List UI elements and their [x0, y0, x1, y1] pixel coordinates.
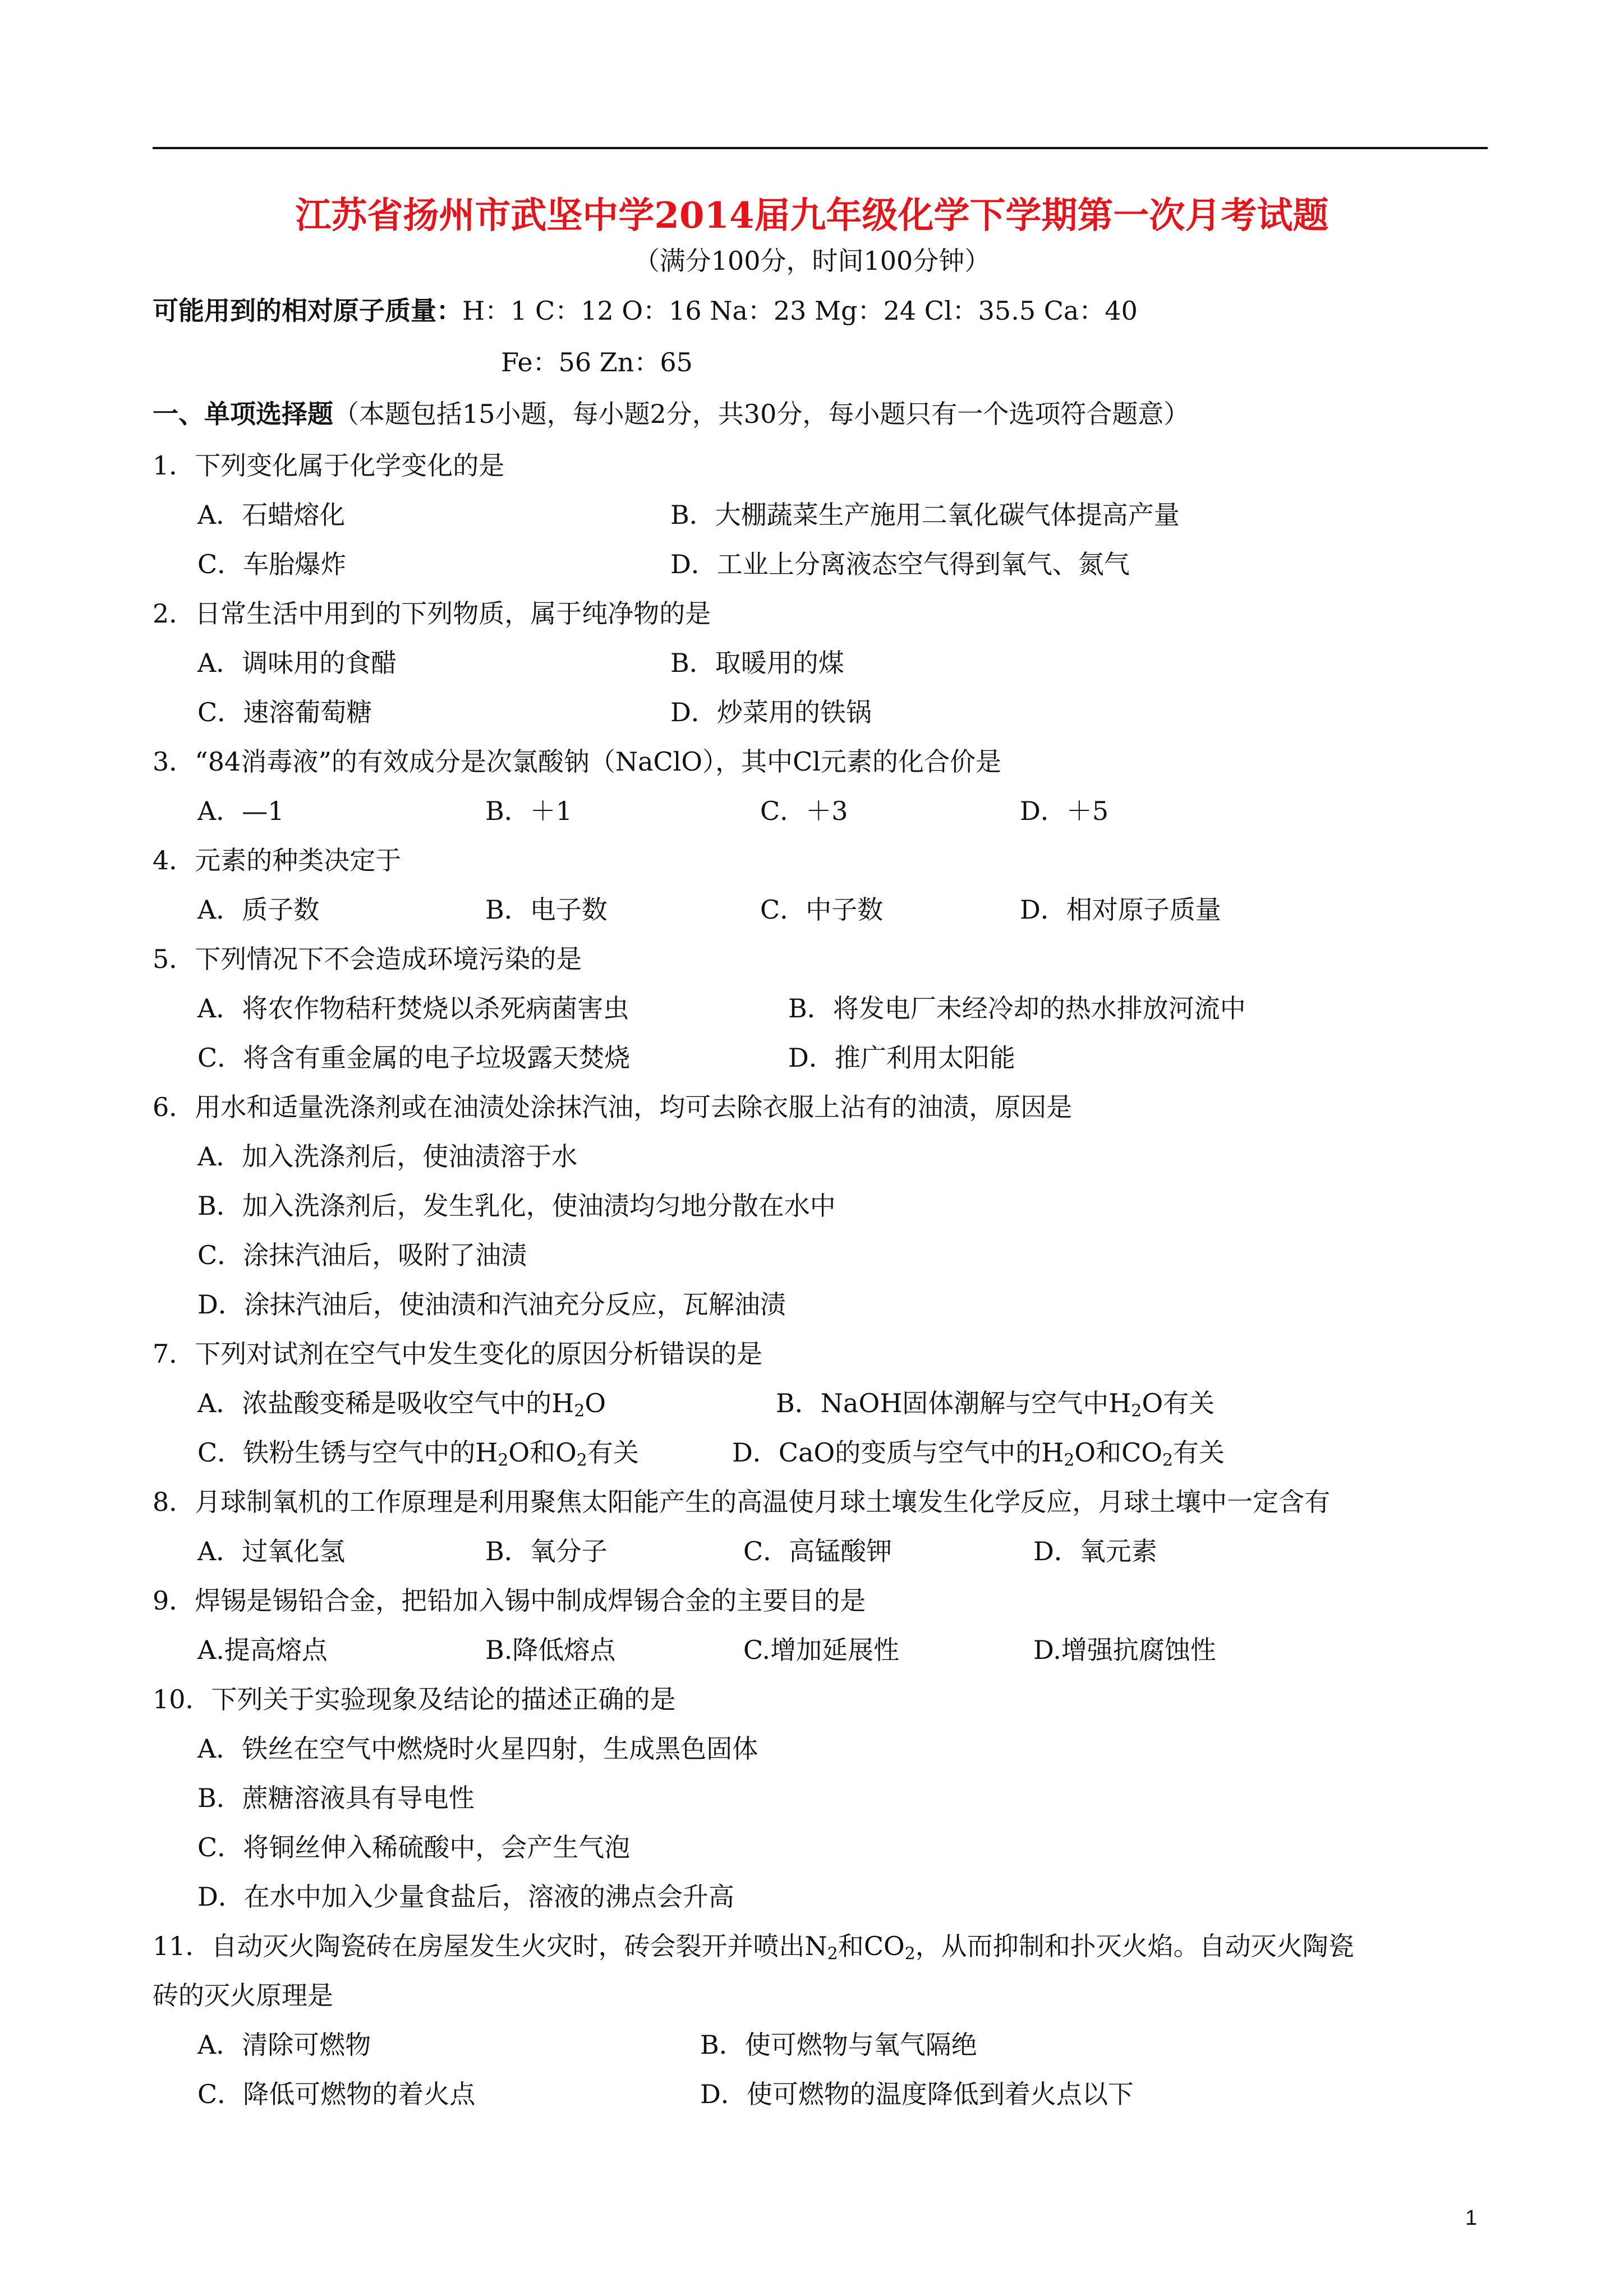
question-6-option-b: B．加入洗涤剂后，发生乳化，使油渍均匀地分散在水中 [197, 1191, 836, 1221]
question-6-stem: 6．用水和适量洗涤剂或在油渍处涂抹汽油，均可去除衣服上沾有的油渍，原因是 [153, 1092, 1073, 1122]
exam-title: 江苏省扬州市武坚中学2014届九年级化学下学期第一次月考试题 [295, 195, 1329, 237]
question-9-option-c: C.增加延展性 [743, 1635, 900, 1665]
question-3-option-d: D．＋5 [1020, 796, 1109, 826]
question-7-stem: 7．下列对试剂在空气中发生变化的原因分析错误的是 [153, 1339, 763, 1369]
atomic-masses-values-2: Fe：56 Zn：65 [501, 347, 693, 377]
question-2-option-d: D．炒菜用的铁锅 [670, 697, 872, 727]
question-11-option-b: B．使可燃物与氧气隔绝 [700, 2030, 977, 2060]
section-heading-row [153, 397, 1189, 431]
question-9-option-d: D.增强抗腐蚀性 [1033, 1635, 1216, 1665]
section-heading: 一、单项选择题 [153, 399, 333, 429]
atomic-masses-row [153, 294, 1138, 328]
question-11-option-a: A．清除可燃物 [197, 2030, 371, 2060]
question-4-stem: 4．元素的种类决定于 [153, 845, 402, 875]
atomic-masses-label: 可能用到的相对原子质量： [153, 296, 462, 326]
question-7-option-a: A．浓盐酸变稀是吸收空气中的$H_2O$ [197, 1388, 606, 1421]
question-3-option-c: C．＋3 [760, 796, 848, 826]
question-7-option-b: B．NaOH固体潮解与空气中$H_2O$有关 [776, 1388, 1215, 1421]
exam-subtitle: （满分100分，时间100分钟） [633, 246, 991, 276]
question-5-option-a: A．将农作物秸秆焚烧以杀死病菌害虫 [197, 993, 629, 1023]
question-8-stem: 8．月球制氧机的工作原理是利用聚焦太阳能产生的高温使月球土壤发生化学反应，月球土壤中一定含有 [153, 1487, 1331, 1517]
question-3-option-b: B．＋1 [485, 796, 573, 826]
question-8-option-c: C．高锰酸钾 [743, 1536, 892, 1566]
question-10-option-c: C．将铜丝伸入稀硫酸中，会产生气泡 [197, 1832, 631, 1862]
question-6-option-a: A．加入洗涤剂后，使油渍溶于水 [197, 1141, 578, 1172]
page-number: 1 [1465, 2206, 1478, 2230]
question-2-stem: 2．日常生活中用到的下列物质，属于纯净物的是 [153, 598, 711, 629]
question-1-option-c: C．车胎爆炸 [197, 549, 347, 579]
question-5-stem: 5．下列情况下不会造成环境污染的是 [153, 944, 582, 974]
question-1-stem: 1．下列变化属于化学变化的是 [153, 450, 505, 481]
question-8-option-b: B．氧分子 [485, 1536, 608, 1566]
atomic-masses-values: H：1 C：12 O：16 Na：23 Mg：24 Cl：35.5 Ca：40 [462, 296, 1138, 326]
question-2-option-c: C．速溶葡萄糖 [197, 697, 372, 727]
question-10-option-b: B．蔗糖溶液具有导电性 [197, 1783, 475, 1813]
question-10-stem: 10．下列关于实验现象及结论的描述正确的是 [153, 1684, 676, 1714]
question-5-option-b: B．将发电厂未经冷却的热水排放河流中 [788, 993, 1246, 1023]
question-9-option-b: B.降低熔点 [485, 1635, 616, 1665]
question-4-option-c: C．中子数 [760, 895, 884, 925]
question-11-option-c: C．降低可燃物的着火点 [197, 2079, 476, 2109]
question-7-option-d: D．CaO的变质与空气中的$H_2O$和$CO_2$有关 [732, 1437, 1225, 1470]
question-1-option-d: D．工业上分离液态空气得到氧气、氮气 [670, 549, 1130, 579]
question-11-stem-continued: 砖的灭火原理是 [153, 1980, 333, 2011]
question-9-option-a: A.提高熔点 [197, 1635, 328, 1665]
question-5-option-c: C．将含有重金属的电子垃圾露天焚烧 [197, 1043, 631, 1073]
question-8-option-a: A．过氧化氢 [197, 1536, 346, 1566]
question-2-option-b: B．取暖用的煤 [670, 648, 844, 678]
question-10-option-d: D．在水中加入少量食盐后，溶液的沸点会升高 [197, 1882, 734, 1912]
header-rule [153, 147, 1488, 149]
question-5-option-d: D．推广利用太阳能 [788, 1043, 1015, 1073]
question-3-stem: 3．“84消毒液”的有效成分是次氯酸钠（NaClO），其中Cl元素的化合价是 [153, 746, 1002, 777]
question-4-option-a: A．质子数 [197, 895, 320, 925]
question-1-option-b: B．大棚蔬菜生产施用二氧化碳气体提高产量 [670, 500, 1180, 530]
question-4-option-d: D．相对原子质量 [1020, 895, 1221, 925]
question-6-option-c: C．涂抹汽油后，吸附了油渍 [197, 1240, 527, 1270]
question-11-stem: 11．自动灭火陶瓷砖在房屋发生火灾时，砖会裂开并喷出$N_2$和$CO_2$，从而抑制和扑灭火焰。自动灭火陶瓷 [153, 1931, 1354, 1964]
question-4-option-b: B．电子数 [485, 895, 608, 925]
question-1-option-a: A．石蜡熔化 [197, 500, 346, 530]
question-10-option-a: A．铁丝在空气中燃烧时火星四射，生成黑色固体 [197, 1733, 758, 1764]
question-6-option-d: D．涂抹汽油后，使油渍和汽油充分反应，瓦解油渍 [197, 1289, 786, 1320]
question-11-option-d: D．使可燃物的温度降低到着火点以下 [700, 2079, 1134, 2109]
question-8-option-d: D．氧元素 [1033, 1536, 1157, 1566]
question-2-option-a: A．调味用的食醋 [197, 648, 397, 678]
question-9-stem: 9．焊锡是锡铅合金，把铅加入锡中制成焊锡合金的主要目的是 [153, 1585, 866, 1616]
question-3-option-a: A．—1 [197, 796, 284, 826]
question-7-option-c: C．铁粉生锈与空气中的$H_2O$和$O_2$有关 [197, 1437, 639, 1470]
section-note: （本题包括15小题，每小题2分，共30分，每小题只有一个选项符合题意） [333, 399, 1190, 429]
